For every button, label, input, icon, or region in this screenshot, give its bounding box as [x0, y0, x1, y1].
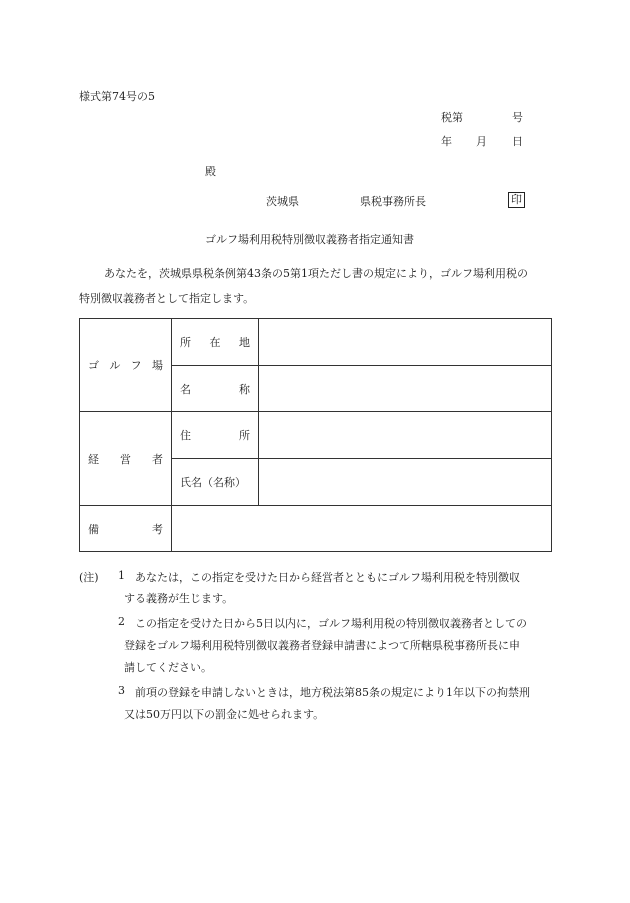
golf-name-label-cell	[172, 366, 259, 412]
operator-label-char: 者	[152, 452, 163, 466]
operator-name-value-cell[interactable]	[259, 459, 552, 506]
golf-address-value-cell[interactable]	[259, 319, 552, 366]
remarks-label-cell	[80, 506, 172, 552]
golf-label-char: ル	[109, 359, 121, 372]
issuer-prefecture: 茨城県	[266, 195, 299, 208]
seal-text: 印	[508, 192, 525, 208]
notes-prefix: (注)	[79, 571, 99, 584]
operator-address-char: 所	[239, 429, 250, 442]
note-3-line-2: 又は50万円以下の罰金に処せられます。	[124, 708, 325, 721]
golf-label-char: 場	[151, 359, 163, 372]
issuer-office: 県税事務所長	[360, 195, 426, 208]
note-1-line-2: する義務が生じます。	[124, 592, 234, 605]
date-year: 年	[441, 135, 452, 148]
golf-name-char: 称	[239, 382, 250, 396]
note-2-line-1: この指定を受けた日から5日以内に，ゴルフ場利用税の特別徴収義務者としての	[135, 617, 527, 630]
operator-name-label: 氏名（名称）	[180, 476, 246, 489]
golf-course-label-cell	[80, 319, 172, 412]
golf-name-value-cell[interactable]	[259, 366, 552, 412]
note-1-number: 1	[118, 569, 125, 582]
body-line-1: あなたを，茨城県県税条例第43条の5第1項ただし書の規定により，ゴルフ場利用税の	[104, 267, 528, 280]
remarks-label-char: 備	[88, 522, 99, 536]
details-table	[79, 318, 552, 552]
golf-name-char: 名	[180, 382, 191, 396]
golf-address-char: 地	[239, 336, 250, 349]
remarks-label-char: 考	[152, 522, 163, 536]
golf-address-char: 所	[180, 336, 191, 349]
operator-label-char: 経	[88, 452, 99, 466]
seal-mark	[508, 192, 525, 208]
tax-number-prefix: 税第	[441, 111, 463, 124]
document-title: ゴルフ場利用税特別徴収義務者指定通知書	[205, 233, 414, 246]
note-1-line-1: あなたは，この指定を受けた日から経営者とともにゴルフ場利用税を特別徴収	[135, 571, 520, 584]
operator-address-char: 住	[180, 429, 191, 442]
golf-address-label-cell	[172, 319, 259, 366]
recipient-honorific: 殿	[205, 165, 216, 178]
note-3-number: 3	[118, 684, 125, 697]
remarks-value-cell[interactable]	[172, 506, 552, 552]
note-2-line-3: 請してください。	[124, 661, 212, 674]
golf-label-char: フ	[130, 359, 142, 372]
note-3-line-1: 前項の登録を申請しないときは，地方税法第85条の規定により1年以下の拘禁刑	[135, 686, 530, 699]
operator-label-cell	[80, 412, 172, 506]
note-2-line-2: 登録をゴルフ場利用税特別徴収義務者登録申請書によつて所轄県税事務所長に申	[124, 639, 520, 652]
body-line-2: 特別徴収義務者として指定します。	[79, 292, 255, 305]
operator-address-label-cell	[172, 412, 259, 459]
operator-address-value-cell[interactable]	[259, 412, 552, 459]
operator-label-char: 営	[120, 452, 131, 466]
tax-number-suffix: 号	[512, 111, 523, 124]
date-day: 日	[512, 135, 523, 148]
golf-address-char: 在	[209, 336, 221, 349]
note-2-number: 2	[118, 615, 125, 628]
form-number: 様式第74号の5	[79, 90, 155, 103]
date-month: 月	[476, 135, 487, 148]
operator-name-label-cell	[172, 459, 259, 506]
golf-label-char: ゴ	[88, 359, 99, 372]
